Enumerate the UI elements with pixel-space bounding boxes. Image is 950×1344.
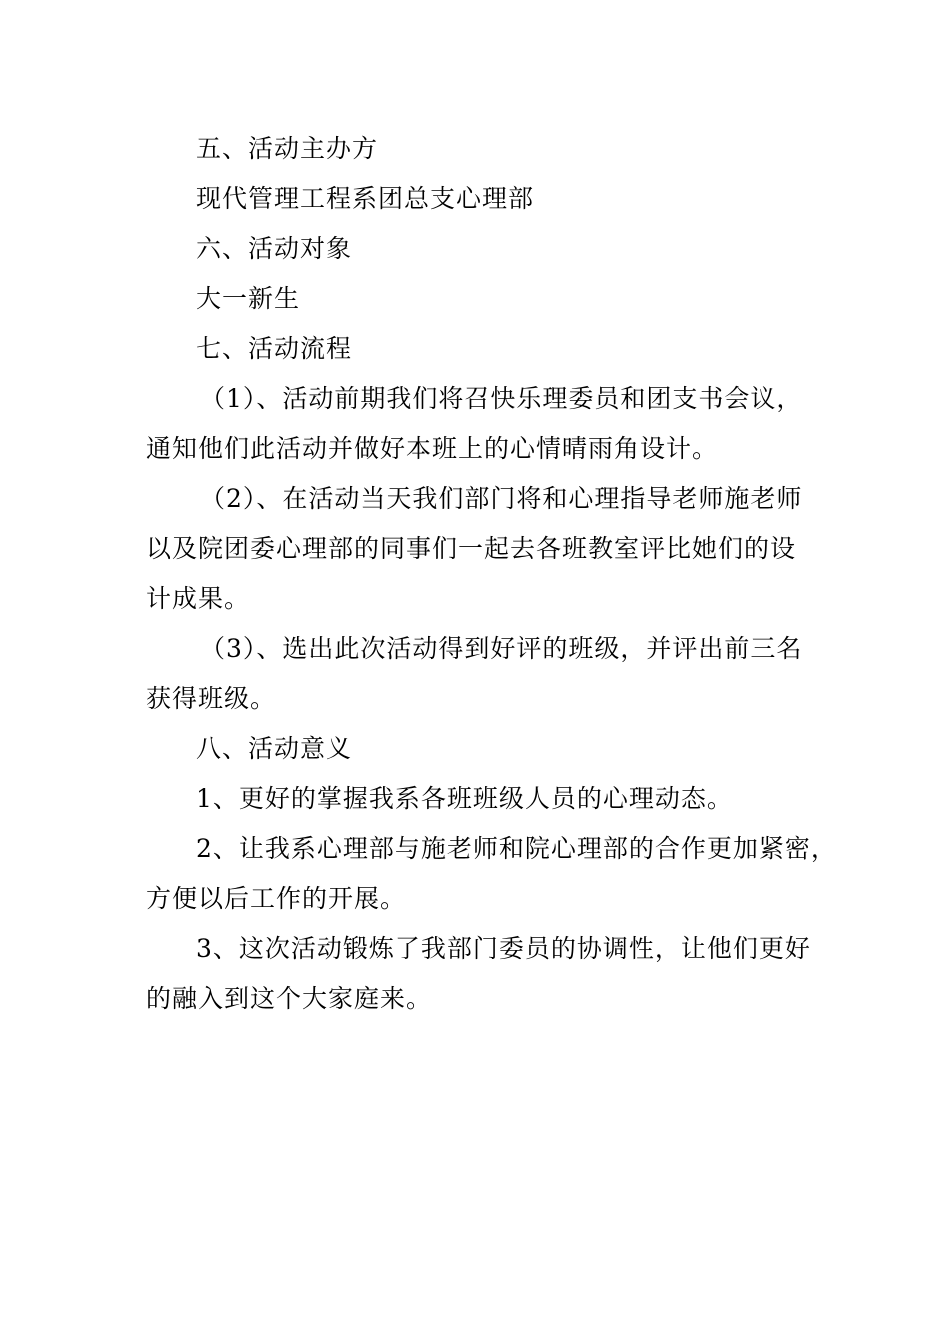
significance-item-2-line-1: 2、让我系心理部与施老师和院心理部的合作更加紧密， [196, 834, 837, 863]
process-step-2-line-2: 以及院团委心理部的同事们一起去各班教室评比她们的设 [146, 534, 797, 563]
process-step-1-line-1: （1）、活动前期我们将召快乐理委员和团支书会议， [200, 384, 803, 413]
significance-item-3-line-2: 的融入到这个大家庭来。 [146, 984, 433, 1013]
significance-item-2-line-2: 方便以后工作的开展。 [146, 884, 407, 913]
process-step-1-line-2: 通知他们此活动并做好本班上的心情晴雨角设计。 [146, 434, 719, 463]
process-step-3-line-2: 获得班级。 [146, 684, 277, 713]
audience-text: 大一新生 [196, 284, 301, 313]
process-step-3-line-1: （3）、选出此次活动得到好评的班级，并评出前三名 [200, 634, 803, 663]
process-step-2-line-1: （2）、在活动当天我们部门将和心理指导老师施老师 [200, 484, 803, 513]
section-heading-organizer: 五、活动主办方 [196, 134, 379, 163]
significance-item-1: 1、更好的掌握我系各班班级人员的心理动态。 [196, 784, 733, 813]
significance-item-3-line-1: 3、这次活动锻炼了我部门委员的协调性，让他们更好 [196, 934, 811, 963]
section-heading-process: 七、活动流程 [196, 334, 353, 363]
section-heading-audience: 六、活动对象 [196, 234, 353, 263]
organizer-text: 现代管理工程系团总支心理部 [196, 184, 535, 213]
process-step-2-line-3: 计成果。 [146, 584, 251, 613]
section-heading-significance: 八、活动意义 [196, 734, 353, 763]
